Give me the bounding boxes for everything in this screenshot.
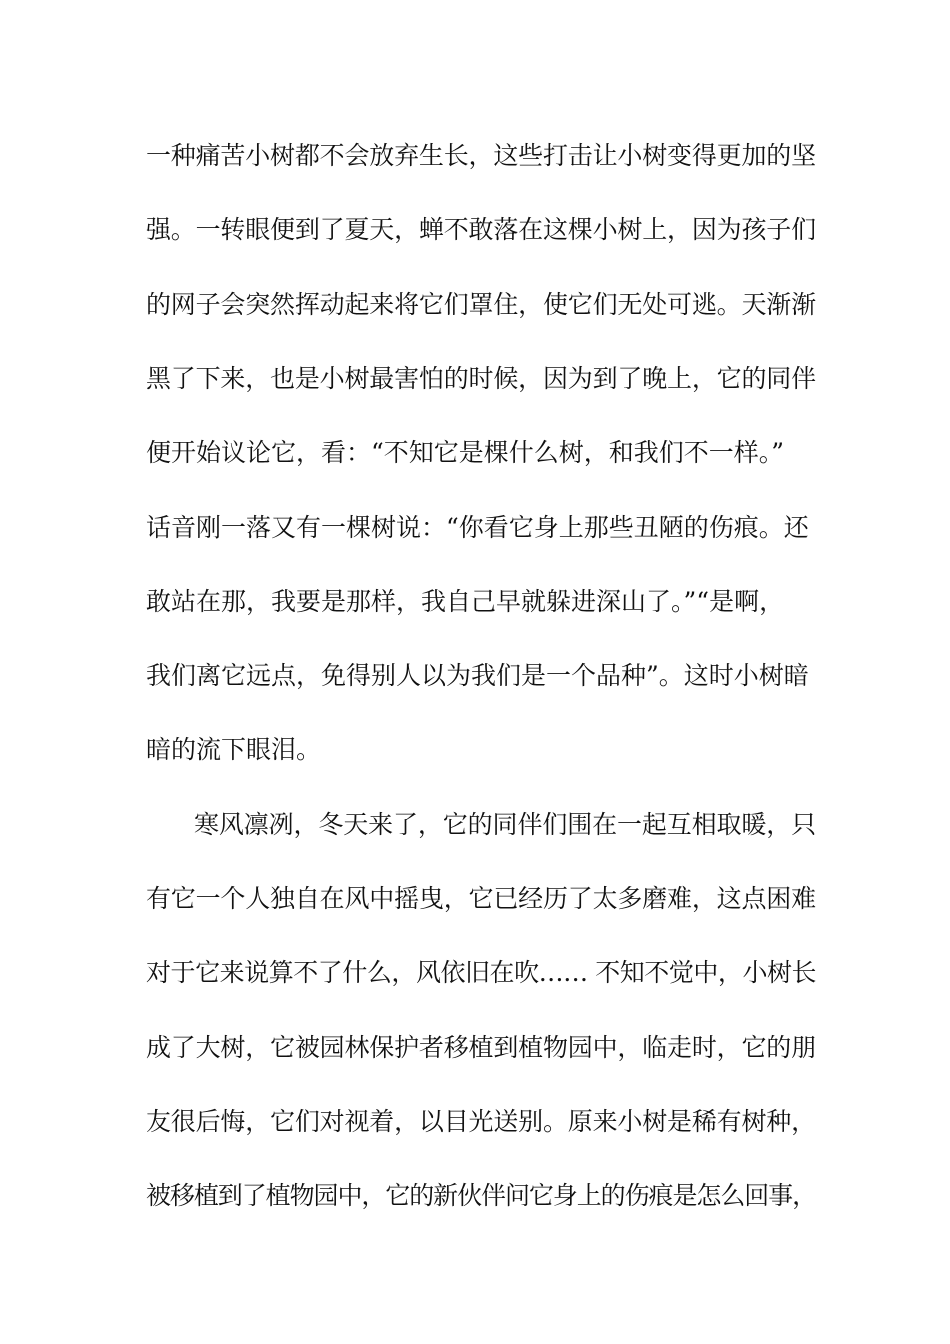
text-line: 敢站在那，我要是那样，我自己早就躲进深山了。”“是啊，: [146, 587, 785, 616]
text-line: 被移植到了植物园中，它的新伙伴问它身上的伤痕是怎么回事，: [146, 1181, 817, 1210]
text-line: 有它一个人独自在风中摇曳，它已经历了太多磨难，这点困难: [146, 884, 816, 913]
text-line: 友很后悔，它们对视着，以目光送别。原来小树是稀有树种，: [146, 1107, 816, 1136]
text-line: 成了大树，它被园林保护者移植到植物园中，临走时，它的朋: [146, 1033, 816, 1062]
text-line: 我们离它远点，免得别人以为我们是一个品种”。这时小树暗: [146, 661, 809, 690]
text-line: 强。一转眼便到了夏天，蝉不敢落在这棵小树上，因为孩子们: [146, 215, 816, 244]
text-line: 暗的流下眼泪。: [146, 735, 322, 764]
paragraph-first-line: 寒风凛冽，冬天来了，它的同伴们围在一起互相取暖，只: [194, 810, 817, 839]
text-line: 对于它来说算不了什么，风依旧在吹…… 不知不觉中，小树长: [146, 958, 817, 987]
text-line: 便开始议论它，看：“不知它是棵什么树，和我们不一样。”: [146, 438, 785, 467]
text-line: 黑了下来，也是小树最害怕的时候，因为到了晚上，它的同伴: [146, 364, 816, 393]
text-line: 一种痛苦小树都不会放弃生长，这些打击让小树变得更加的坚: [146, 141, 816, 170]
text-line: 话音刚一落又有一棵树说：“你看它身上那些丑陋的伤痕。还: [146, 513, 809, 542]
text-line: 的网子会突然挥动起来将它们罩住，使它们无处可逃。天渐渐: [146, 290, 816, 319]
